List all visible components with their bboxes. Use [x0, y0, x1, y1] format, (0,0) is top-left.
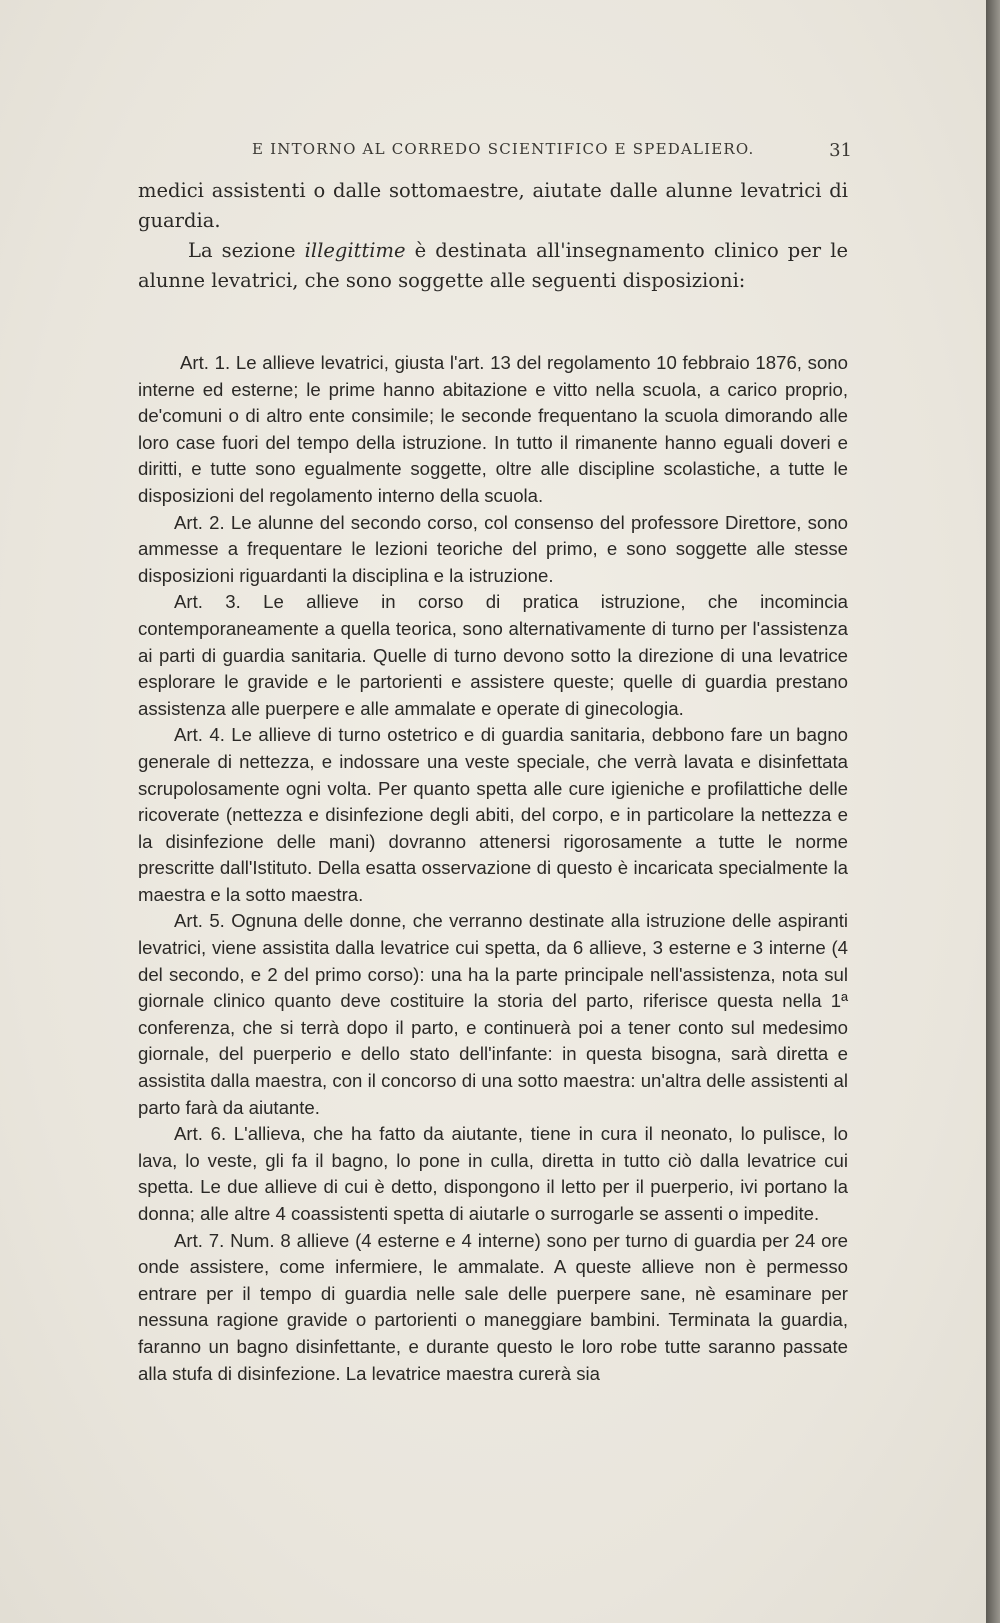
- page-number: 31: [829, 140, 852, 161]
- intro-text: [138, 176, 848, 296]
- intro-text-after: è destinata all'insegnamento clinico per le alunne levatrici, che sono soggette alle seguenti disposizioni:: [138, 239, 848, 292]
- article-7: Art. 7. Num. 8 allieve (4 esterne e 4 interne) sono per turno di guardia per 24 ore onde assistere, come infermiere, le ammalate. A queste allieve non è permesso entrare per il tempo di guardia nelle sale delle puerpere sane, nè esaminare per nessuna ragione gravide o partorienti o maneggiare bambini. Terminata la guardia, faranno un bagno disinfettante, e durante questo le loro robe tutte saranno passate alla stufa di disinfezione. La levatrice maestra curerà sia: [138, 1229, 848, 1384]
- page-edge-shadow: [986, 0, 1000, 1623]
- intro-paragraph-sezione: [138, 236, 848, 296]
- article-5: Art. 5. Ognuna delle donne, che verranno destinate alla istruzione delle aspiranti levatrici, viene assistita dalla levatrice cui spetta, da 6 allieve, 3 esterne e 3 interne (4 del secondo, e 2 del primo corso): una ha la parte principale nell'assistenza, nota sul giornale clinico quanto deve costituire la storia del parto, riferisce questa nella 1ª conferenza, che si terrà dopo il parto, e continuerà poi a tener conto sul medesimo giornale, del puerperio e dello stato dell'infante: in questa bisogna, sarà diretta e assistita dalla maestra, con il concorso di una sotto maestra: un'altra delle assistenti al parto farà da aiutante.: [138, 910, 848, 1118]
- article-1: Art. 1. Le allieve levatrici, giusta l'art. 13 del regolamento 10 febbraio 1876, sono interne ed esterne; le prime hanno abitazione e vitto nella scuola, a carico proprio, de'comuni o di altro ente consimile; le seconde frequentano la scuola dimorando alle loro case fuori del tempo della istruzione. In tutto il rimanente hanno eguali doveri e diritti, e tutte sono egualmente soggette, oltre alle discipline scolastiche, a tutte le disposizioni del regolamento interno della scuola.: [138, 352, 848, 506]
- intro-paragraph: medici assistenti o dalle sottomaestre, aiutate dalle alunne levatrici di guardia.: [138, 179, 848, 232]
- header-title: E INTORNO AL CORREDO SCIENTIFICO E SPEDALIERO.: [252, 140, 755, 158]
- running-header: [252, 140, 852, 170]
- intro-text-before: La sezione: [188, 239, 305, 262]
- article-4: Art. 4. Le allieve di turno ostetrico e di guardia sanitaria, debbono fare un bagno generale di nettezza, e indossare una veste speciale, che verrà lavata e disinfettata scrupolosamente ogni volta. Per quanto spetta alle cure igieniche e profilattiche delle ricoverate (nettezza e disinfezione degli abiti, del corpo, e in particolare la nettezza e la disinfezione delle mani) dovranno attenersi rigorosamente a tutte le norme prescritte dall'Istituto. Della esatta osservazione di questo è incaricata specialmente la maestra e la sotto maestra.: [138, 724, 848, 905]
- italic-term: illegittime: [304, 239, 406, 262]
- article-3: Art. 3. Le allieve in corso di pratica istruzione, che incomincia contemporaneamente a quella teorica, sono alternativamente di turno per l'assistenza ai parti di guardia sanitaria. Quelle di turno devono sotto la direzione di una levatrice esplorare le gravide e le partorienti e assistere queste; quelle di guardia prestano assistenza alle puerpere e alle ammalate e operate di ginecologia.: [138, 591, 848, 719]
- articles-list: [138, 350, 848, 1387]
- article-2: Art. 2. Le alunne del secondo corso, col consenso del professore Direttore, sono ammesse a frequentare le lezioni teoriche del primo, e sono soggette alle stesse disposizioni riguardanti la disciplina e la istruzione.: [138, 511, 848, 586]
- article-6: Art. 6. L'allieva, che ha fatto da aiutante, tiene in cura il neonato, lo pulisce, lo lava, lo veste, gli fa il bagno, lo pone in culla, diretta in tutto ciò dalla levatrice cui spetta. Le due allieve di cui è detto, dispongono il letto per il puerperio, ivi portano la donna; alle altre 4 coassistenti spetta di aiutarle o surrogarle se assenti o impedite.: [138, 1123, 848, 1224]
